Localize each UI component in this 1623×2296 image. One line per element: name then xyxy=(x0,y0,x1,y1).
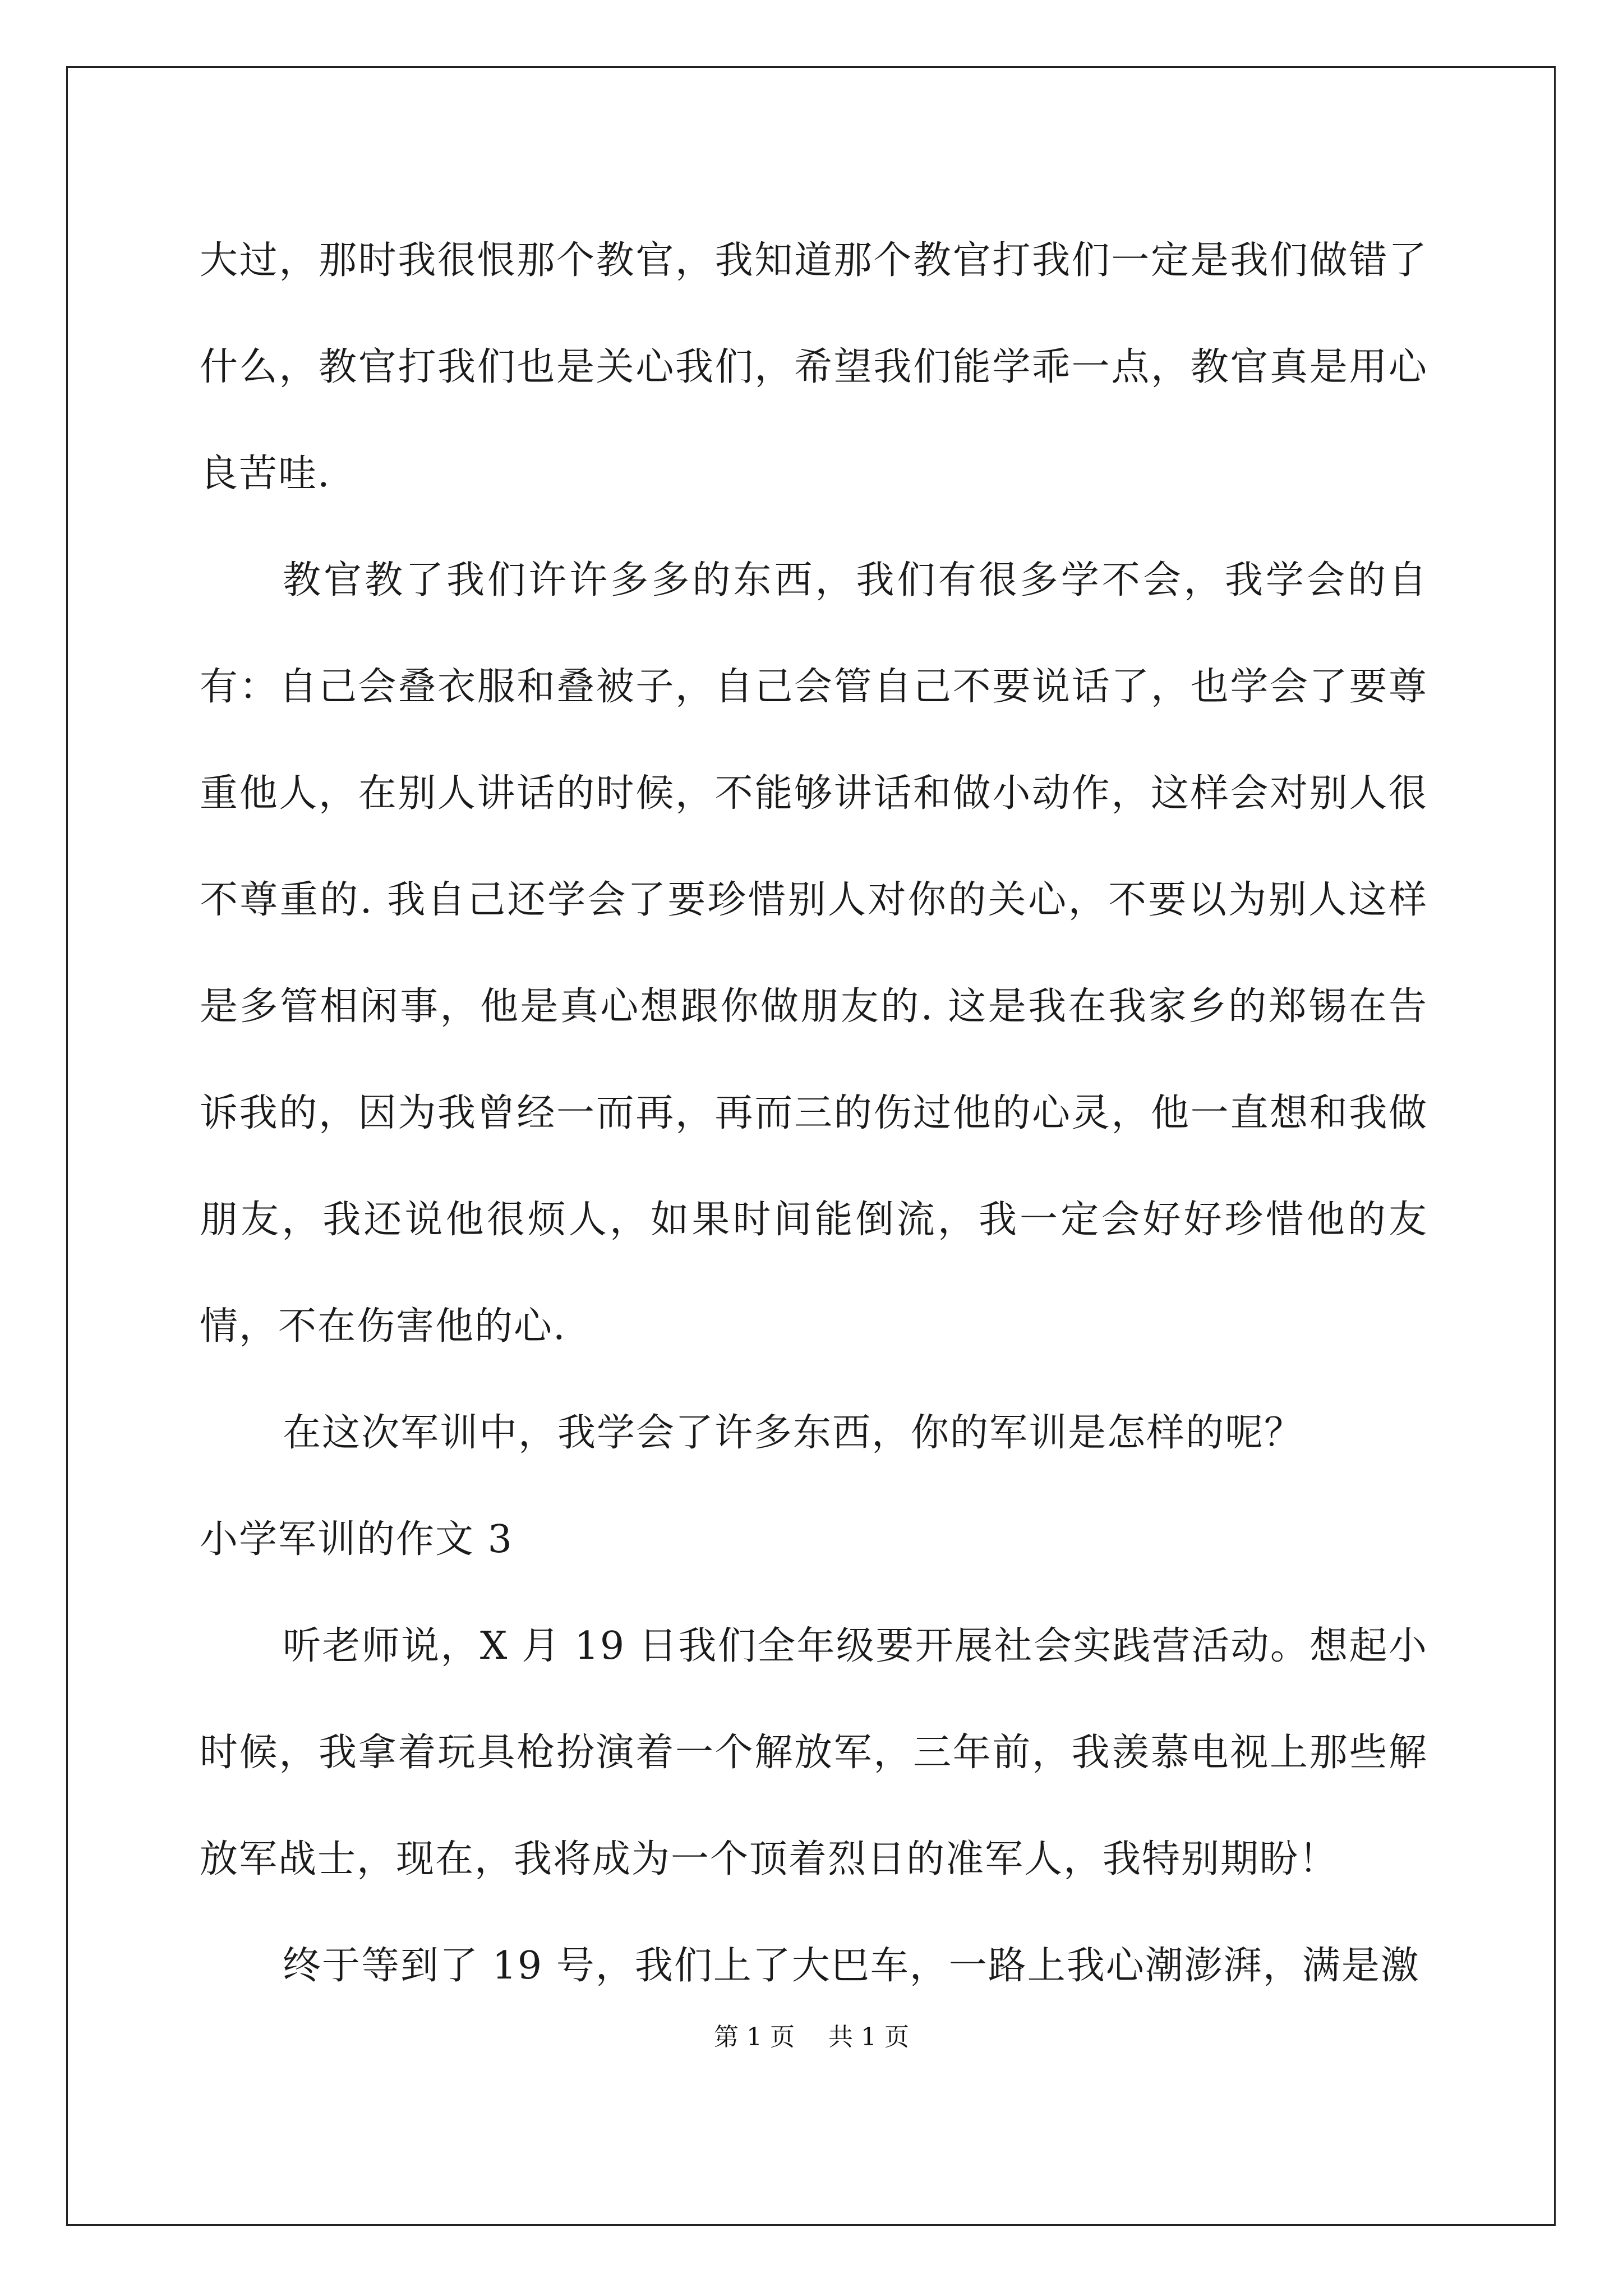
paragraph: 在这次军训中，我学会了许多东西，你的军训是怎样的呢？ xyxy=(283,1411,1304,1455)
section-heading: 小学军训的作文 3 xyxy=(200,1517,513,1562)
paragraph: 教官教了我们许许多多的东西，我们有很多学不会，我学会的自有：自己会叠衣服和叠被子，自己会管自己不要说话了，也学会了要尊重他人，在别人讲话的时候，不能够讲话和做小动作，这样会对别人很不尊重的. 我自己还学会了要珍惜别人对你的关心，不要以为别人这样是多管相闲事，他是真心想跟你做朋友的. 这是我在我家乡的郑锡在告诉我的，因为我曾经一而再，再而三的伤过他的心灵，他一直想和我做朋友，我还说他很烦人，如果时间能倒流，我一定会好好珍惜他的友情，不在伤害他的心. xyxy=(200,558,1428,1349)
paragraph: 听老师说，X 月 19 日我们全年级要开展社会实践营活动。想起小时候，我拿着玩具枪扮演着一个解放军，三年前，我羡慕电视上那些解放军战士，现在，我将成为一个顶着烈日的准军人，我特别期盼！ xyxy=(200,1624,1428,1881)
page-total: 共 1 页 xyxy=(828,2023,909,2051)
page-number: 第 1 页 xyxy=(714,2023,795,2051)
paragraph: 终于等到了 19 号，我们上了大巴车，一路上我心潮澎湃，满是激 xyxy=(283,1944,1420,1988)
page-footer xyxy=(0,2017,1623,2053)
document-body xyxy=(200,208,1428,2019)
paragraph: 大过，那时我很恨那个教官，我知道那个教官打我们一定是我们做错了什么，教官打我们也是关心我们，希望我们能学乖一点，教官真是用心良苦哇. xyxy=(200,238,1428,496)
